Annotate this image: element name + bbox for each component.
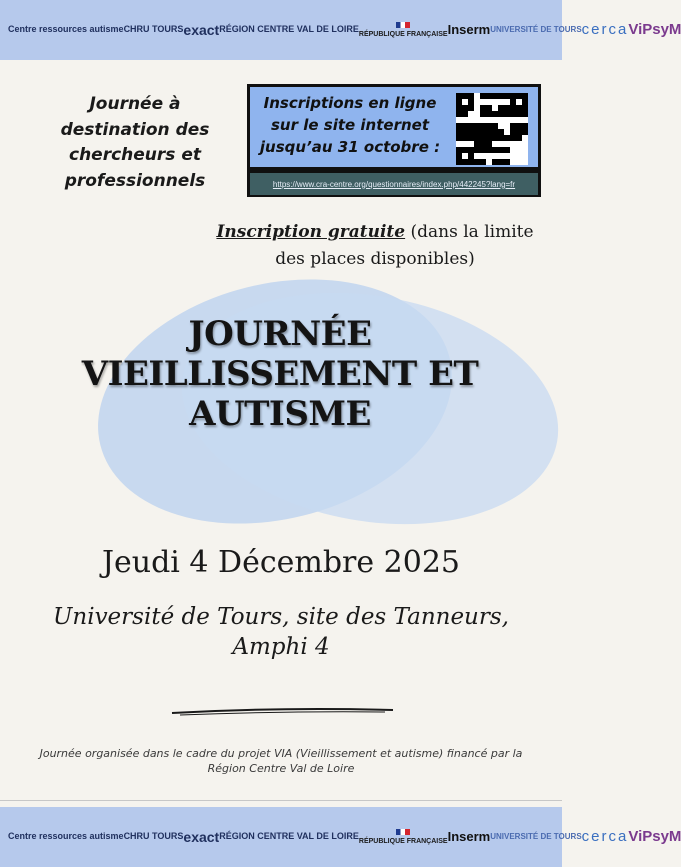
logo-republique-label: RÉPUBLIQUE FRANÇAISE — [358, 30, 448, 38]
free-registration-rest: (dans la limite des places disponibles) — [275, 222, 534, 270]
logo-universite-tours: UNIVERSITÉ DE TOURS — [490, 24, 582, 34]
logo-inserm: Inserm — [447, 22, 491, 38]
logo-region: RÉGION CENTRE VAL DE LOIRE — [219, 24, 359, 35]
event-date: Jeudi 4 Décembre 2025 — [101, 545, 461, 580]
divider — [0, 800, 562, 801]
free-registration-note — [200, 219, 550, 273]
flag-icon — [396, 22, 410, 28]
logo-inserm: Inserm — [447, 829, 491, 845]
footer-note: Journée organisée dans le cadre du projet VIA (Vieillissement et autisme) financé par la Région Centre Val de Loire — [39, 747, 523, 775]
logo-universite-tours: UNIVERSITÉ DE TOURS — [490, 831, 582, 841]
registration-box — [247, 84, 541, 197]
logo-cerca: cerca — [581, 21, 629, 39]
intro-text: Journée à destination des chercheurs et professionnels — [60, 94, 210, 191]
logo-republique-label: RÉPUBLIQUE FRANÇAISE — [358, 837, 448, 845]
registration-url-link[interactable]: https://www.cra-centre.org/questionnaires/index.php/442245?lang=fr — [250, 173, 538, 195]
logo-band-bottom — [0, 807, 681, 867]
logo-cerca: cerca — [581, 828, 629, 846]
logo-chru: CHRU TOURS — [123, 831, 184, 842]
event-venue: Université de Tours, site des Tanneurs, Amphi 4 — [53, 604, 509, 660]
decorative-underline — [170, 706, 395, 716]
event-title: JOURNÉE VIEILLISSEMENT ET AUTISME — [81, 314, 479, 434]
logo-vipsym: ViPsyM — [628, 828, 681, 846]
qr-code-icon[interactable] — [456, 93, 528, 165]
logo-exact: exact — [183, 828, 220, 845]
logo-cra: Centre ressources autisme — [8, 831, 124, 842]
logo-cra: Centre ressources autisme — [8, 24, 124, 35]
logo-republique — [359, 829, 448, 845]
logo-chru: CHRU TOURS — [123, 24, 184, 35]
logo-band-top — [0, 0, 681, 60]
flag-icon — [396, 829, 410, 835]
free-registration-label: Inscription gratuite — [216, 222, 406, 242]
registration-panel — [250, 87, 538, 167]
logo-republique — [359, 22, 448, 38]
logo-vipsym: ViPsyM — [628, 21, 681, 39]
logo-exact: exact — [183, 21, 220, 38]
registration-text: Inscriptions en ligne sur le site internet jusqu’au 31 octobre : — [259, 94, 441, 156]
logo-region: RÉGION CENTRE VAL DE LOIRE — [219, 831, 359, 842]
